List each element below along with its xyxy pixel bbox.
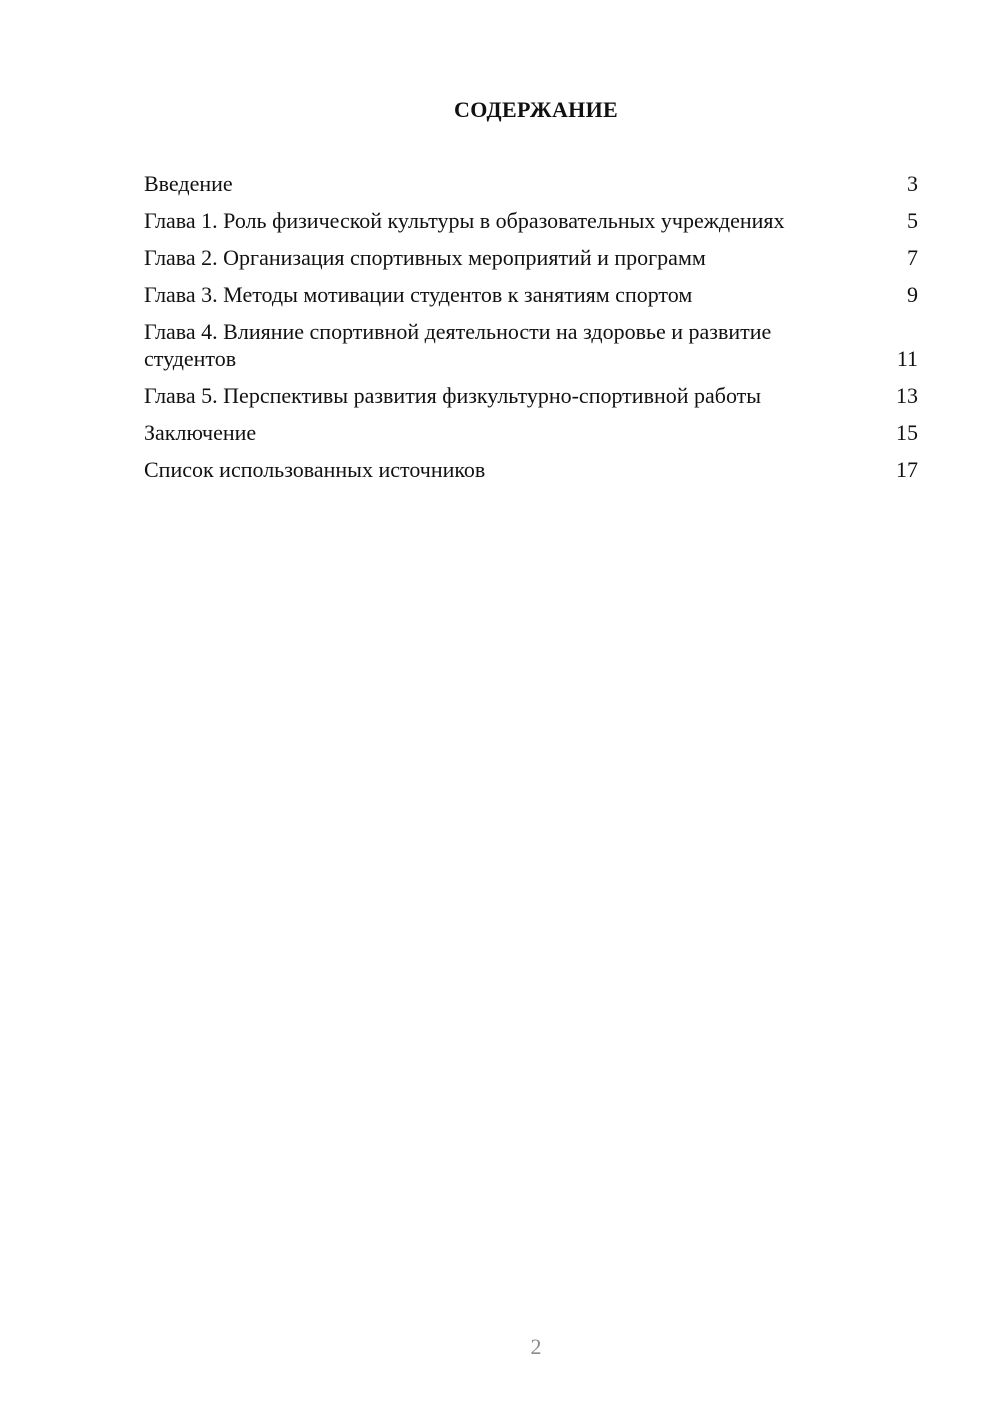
toc-entry-page: 3 — [907, 171, 918, 196]
toc-entry-label: Глава 1. Роль физической культуры в образовательных учреждениях — [144, 208, 785, 233]
toc-entry-page: 11 — [896, 346, 918, 371]
toc-entry-label: Список использованных источников — [144, 457, 486, 482]
toc-entry-chapter-3[interactable] — [144, 281, 918, 308]
toc-entry-label: Глава 3. Методы мотивации студентов к занятиям спортом — [144, 282, 693, 307]
toc-entry-page: 13 — [896, 383, 918, 408]
toc-title: СОДЕРЖАНИЕ — [454, 97, 618, 122]
toc-entry-chapter-2[interactable] — [144, 244, 918, 271]
page-number: 2 — [530, 1334, 542, 1359]
toc-entry-chapter-1[interactable] — [144, 207, 918, 234]
table-of-contents — [144, 170, 918, 493]
toc-entry-page: 9 — [907, 282, 918, 307]
toc-entry-page: 15 — [896, 420, 918, 445]
toc-entry-label: Глава 5. Перспективы развития физкультурно-спортивной работы — [144, 383, 762, 408]
toc-entry-label: Введение — [144, 171, 233, 196]
toc-entry-page: 17 — [896, 457, 918, 482]
toc-entry-chapter-4[interactable] — [144, 318, 918, 372]
toc-entry-conclusion[interactable] — [144, 419, 918, 446]
toc-entry-label: Заключение — [144, 420, 257, 445]
toc-entry-page: 5 — [907, 208, 918, 233]
toc-entry-label: Глава 4. Влияние спортивной деятельности на здоровье и развитие студентов — [144, 319, 772, 371]
toc-entry-chapter-5[interactable] — [144, 382, 918, 409]
toc-entry-introduction[interactable] — [144, 170, 918, 197]
toc-entry-page: 7 — [907, 245, 918, 270]
toc-entry-references[interactable] — [144, 456, 918, 483]
toc-entry-label: Глава 2. Организация спортивных мероприятий и программ — [144, 245, 706, 270]
